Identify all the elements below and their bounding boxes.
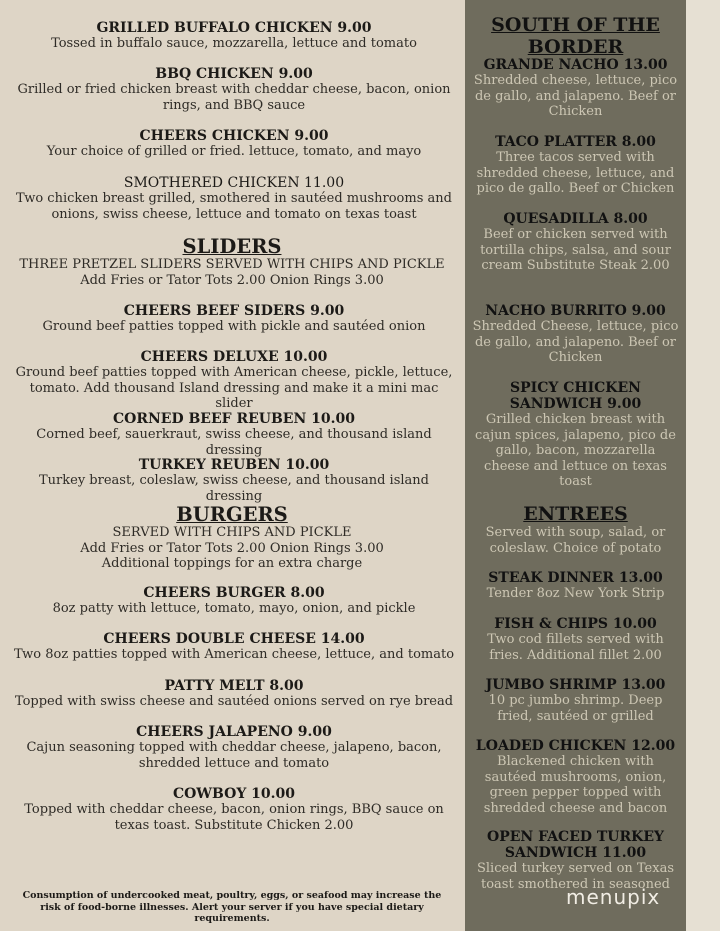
item-title: PATTY MELT 8.00 bbox=[164, 678, 304, 694]
menupix-watermark: menupix bbox=[566, 885, 661, 909]
item-title: NACHO BURRITO 9.00 bbox=[485, 303, 666, 319]
item-title: LOADED CHICKEN 12.00 bbox=[475, 738, 676, 754]
menu-item bbox=[12, 457, 456, 504]
item-description: Tender 8oz New York Strip bbox=[486, 586, 665, 601]
item-title: SMOTHERED CHICKEN 11.00 bbox=[123, 175, 345, 191]
item-title: CHEERS CHICKEN 9.00 bbox=[139, 128, 329, 144]
section-heading: SOUTH OF THE BORDER bbox=[491, 14, 660, 58]
south-of-the-border-section-header bbox=[473, 14, 678, 58]
item-description: Ground beef patties topped with American cheese, pickle, lettuce, tomato. Add thousand Island dressing and make it a mini mac slider bbox=[15, 365, 453, 411]
section-heading: SLIDERS bbox=[182, 235, 282, 258]
menu-item bbox=[12, 20, 456, 52]
item-title: GRANDE NACHO 13.00 bbox=[483, 57, 668, 73]
item-description: Three tacos served with shredded cheese, lettuce, and pico de gallo. Beef or Chicken bbox=[476, 150, 675, 196]
item-title: OPEN FACED TURKEY SANDWICH 11.00 bbox=[487, 829, 664, 861]
item-description: Turkey breast, coleslaw, swiss cheese, and thousand island dressing bbox=[39, 473, 429, 504]
item-title: STEAK DINNER 13.00 bbox=[488, 570, 663, 586]
menu-item bbox=[12, 303, 456, 335]
item-title: CHEERS BEEF SIDERS 9.00 bbox=[123, 303, 345, 319]
menu-item bbox=[12, 349, 456, 412]
item-title: CHEERS DOUBLE CHEESE 14.00 bbox=[103, 631, 365, 647]
page-edge bbox=[686, 0, 720, 931]
menu-item bbox=[12, 128, 456, 160]
section-subtitle: Served with soup, salad, or coleslaw. Choice of potato bbox=[485, 525, 666, 556]
item-description: Tossed in buffalo sauce, mozzarella, lettuce and tomato bbox=[51, 36, 417, 51]
menu-item bbox=[12, 66, 456, 113]
section-heading: ENTREES bbox=[523, 503, 628, 525]
item-description: Grilled chicken breast with cajun spices, jalapeno, pico de gallo, bacon, mozzarella cheese and lettuce on texas toast bbox=[475, 412, 676, 489]
item-description: Topped with cheddar cheese, bacon, onion rings, BBQ sauce on texas toast. Substitute Chicken 2.00 bbox=[24, 802, 444, 833]
menu-item bbox=[12, 724, 456, 771]
menu-item bbox=[471, 134, 680, 197]
menu-item bbox=[471, 303, 680, 366]
menu-item bbox=[471, 57, 680, 120]
item-title: QUESADILLA 8.00 bbox=[503, 211, 648, 227]
item-title: CORNED BEEF REUBEN 10.00 bbox=[113, 411, 355, 427]
menu-item bbox=[471, 211, 680, 274]
item-description: 10 pc jumbo shrimp. Deep fried, sautéed or grilled bbox=[488, 693, 663, 724]
item-description: Shredded Cheese, lettuce, pico de gallo, and jalapeno. Beef or Chicken bbox=[472, 319, 679, 365]
section-subtitle: Add Fries or Tator Tots 2.00 Onion Rings 3.00 bbox=[80, 272, 384, 288]
menu-item bbox=[471, 738, 680, 816]
section-subtitle: Add Fries or Tator Tots 2.00 Onion Rings 3.00 bbox=[80, 540, 384, 556]
item-description: Grilled or fried chicken breast with cheddar cheese, bacon, onion rings, and BBQ sauce bbox=[17, 82, 451, 113]
item-description: Two cod fillets served with fries. Additional fillet 2.00 bbox=[487, 632, 664, 663]
item-title: TURKEY REUBEN 10.00 bbox=[138, 457, 330, 473]
item-title: CHEERS DELUXE 10.00 bbox=[140, 349, 328, 365]
section-subtitle: THREE PRETZEL SLIDERS SERVED WITH CHIPS AND PICKLE bbox=[19, 257, 445, 272]
item-description: Ground beef patties topped with pickle and sautéed onion bbox=[42, 319, 426, 334]
item-title: COWBOY 10.00 bbox=[172, 786, 296, 802]
item-description: Topped with swiss cheese and sautéed onions served on rye bread bbox=[14, 694, 454, 709]
section-subtitle: Additional toppings for an extra charge bbox=[101, 556, 363, 571]
item-title: TACO PLATTER 8.00 bbox=[495, 134, 656, 150]
item-description: Corned beef, sauerkraut, swiss cheese, and thousand island dressing bbox=[36, 427, 432, 458]
menu-item bbox=[471, 380, 680, 490]
item-description: Sliced turkey served on Texas toast smothered in seasoned bbox=[476, 861, 675, 892]
menu-item bbox=[12, 411, 456, 458]
item-title: CHEERS BURGER 8.00 bbox=[143, 585, 325, 601]
menu-item bbox=[12, 631, 456, 663]
menu-item bbox=[12, 678, 456, 710]
item-description: Your choice of grilled or fried. lettuce, tomato, and mayo bbox=[46, 144, 422, 159]
item-description: Two 8oz patties topped with American cheese, lettuce, and tomato bbox=[13, 647, 455, 662]
menu-item bbox=[471, 616, 680, 663]
item-title: GRILLED BUFFALO CHICKEN 9.00 bbox=[96, 20, 372, 36]
section-subtitle: SERVED WITH CHIPS AND PICKLE bbox=[112, 525, 352, 540]
menu-item bbox=[12, 786, 456, 833]
item-title: BBQ CHICKEN 9.00 bbox=[155, 66, 313, 82]
sliders-section-header bbox=[0, 236, 464, 288]
food-safety-disclaimer: Consumption of undercooked meat, poultry, eggs, or seafood may increase the risk of food-borne illnesses. Alert your server if you have special dietary requirements. bbox=[22, 890, 442, 924]
item-description: Cajun seasoning topped with cheddar cheese, jalapeno, bacon, shredded lettuce and tomato bbox=[26, 740, 442, 771]
item-title: FISH & CHIPS 10.00 bbox=[494, 616, 657, 632]
item-title: SPICY CHICKEN SANDWICH 9.00 bbox=[509, 380, 642, 412]
item-title: CHEERS JALAPENO 9.00 bbox=[136, 724, 332, 740]
menu-item bbox=[471, 677, 680, 724]
menu-item bbox=[12, 175, 456, 222]
item-title: JUMBO SHRIMP 13.00 bbox=[485, 677, 666, 693]
section-heading: BURGERS bbox=[176, 503, 288, 526]
menu-item bbox=[12, 585, 456, 617]
item-description: 8oz patty with lettuce, tomato, mayo, onion, and pickle bbox=[52, 601, 416, 616]
burgers-section-header bbox=[0, 504, 464, 572]
item-description: Blackened chicken with sautéed mushrooms, onion, green pepper topped with shredded cheese and bacon bbox=[483, 754, 668, 816]
item-description: Two chicken breast grilled, smothered in sautéed mushrooms and onions, swiss cheese, lettuce and tomato on texas toast bbox=[16, 191, 452, 222]
item-description: Beef or chicken served with tortilla chips, salsa, and sour cream Substitute Steak 2.00 bbox=[480, 227, 671, 273]
right-menu-column bbox=[465, 0, 686, 931]
item-description: Shredded cheese, lettuce, pico de gallo, and jalapeno. Beef or Chicken bbox=[473, 73, 678, 119]
entrees-section-header bbox=[471, 503, 680, 556]
menu-item bbox=[471, 570, 680, 602]
menu-item bbox=[471, 829, 680, 892]
